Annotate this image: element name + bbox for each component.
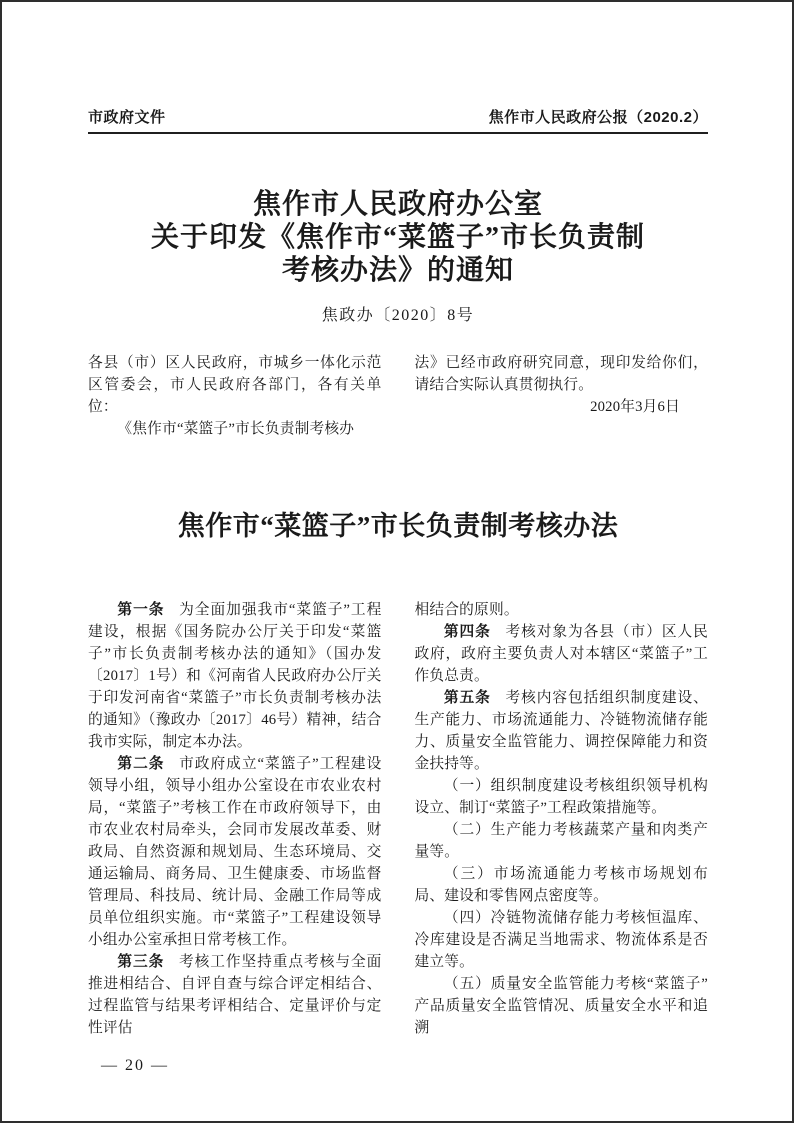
intro-left-column: [88, 352, 382, 440]
clause-number: 第二条: [117, 756, 165, 772]
notice-intro: [88, 352, 708, 440]
masthead: [88, 106, 708, 127]
clause-paragraph: [415, 621, 709, 687]
clause-text: 市政府成立“菜篮子”工程建设领导小组，领导小组办公室设在市农业农村局，“菜篮子”考核工作在市政府领导下，由市农业农村局牵头，会同市发展改革委、财政局、自然资源和规划局、生态环境局、交通运输局、商务局、卫生健康委、市场监督管理局、科技局、统计局、金融工作局等成员单位组织实施。市“菜篮子”工程建设领导小组办公室承担日常考核工作。: [88, 756, 382, 948]
item-text: （二）生产能力考核蔬菜产量和肉类产量等。: [414, 822, 708, 860]
clause-text: 为全面加强我市“菜篮子”工程建设，根据《国务院办公厅关于印发“菜篮子”市长负责制考核办法的通知》（国办发〔2017〕1号）和《河南省人民政府办公厅关于印发河南省“菜篮子”市长负责制考核办法的通知》（豫政办〔2017〕46号）精神，结合我市实际，制定本办法。: [88, 602, 382, 750]
masthead-rule: [88, 132, 708, 134]
clause-text: 相结合的原则。: [414, 602, 519, 618]
notice-title-line: 考核办法》的通知: [281, 255, 514, 286]
clause-paragraph: [88, 753, 382, 951]
measures-title: 焦作市“菜篮子”市长负责制考核办法: [177, 511, 619, 541]
body-right-column: [415, 599, 709, 1039]
continuation-paragraph: [415, 599, 709, 621]
notice-title: [88, 188, 708, 287]
item-paragraph: [415, 819, 709, 863]
clause-paragraph: [88, 951, 382, 1039]
intro-paragraph: 《焦作市“菜篮子”市长负责制考核办: [117, 421, 355, 437]
masthead-gazette-label: 焦作市人民政府公报（2020.2）: [488, 109, 708, 126]
item-paragraph: [415, 973, 709, 1039]
clause-number: 第三条: [117, 954, 165, 970]
item-paragraph: [415, 863, 709, 907]
doc-number: 焦政办〔2020〕8号: [321, 307, 475, 324]
masthead-section-label: 市政府文件: [88, 109, 166, 126]
page-number: — 20 —: [101, 1057, 169, 1074]
item-text: （四）冷链物流储存能力考核恒温库、冷库建设是否满足当地需求、物流体系是否建立等。: [414, 910, 708, 970]
intro-right-column: [415, 352, 709, 440]
notice-title-line: 焦作市人民政府办公室: [252, 189, 543, 220]
issue-date: 2020年3月6日: [590, 399, 680, 415]
measures-body: [88, 599, 708, 1039]
item-text: （一）组织制度建设考核组织领导机构设立、制订“菜篮子”工程政策措施等。: [414, 778, 708, 816]
notice-title-line: 关于印发《焦作市“菜篮子”市长负责制: [150, 222, 645, 253]
item-paragraph: [415, 775, 709, 819]
clause-text: 考核工作坚持重点考核与全面推进相结合、自评自查与综合评定相结合、过程监管与结果考评相结合、定量评价与定性评估: [88, 954, 382, 1036]
clause-text: 考核内容包括组织制度建设、生产能力、市场流通能力、冷链物流储存能力、质量安全监管能力、调控保障能力和资金扶持等。: [414, 690, 708, 772]
clause-text: 考核对象为各县（市）区人民政府，政府主要负责人对本辖区“菜篮子”工作负总责。: [414, 624, 708, 684]
clause-number: 第五条: [443, 690, 491, 706]
intro-paragraph: 各县（市）区人民政府，市城乡一体化示范区管委会，市人民政府各部门，各有关单位：: [88, 355, 382, 415]
clause-number: 第四条: [443, 624, 491, 640]
page-content: [2, 106, 792, 1075]
item-text: （五）质量安全监管能力考核“菜篮子”产品质量安全监管情况、质量安全水平和追溯: [414, 976, 708, 1036]
item-text: （三）市场流通能力考核市场规划布局、建设和零售网点密度等。: [414, 866, 708, 904]
clause-paragraph: [415, 687, 709, 775]
clause-number: 第一条: [117, 602, 165, 618]
item-paragraph: [415, 907, 709, 973]
intro-paragraph: 法》已经市政府研究同意，现印发给你们，请结合实际认真贯彻执行。: [414, 355, 708, 393]
clause-paragraph: [88, 599, 382, 753]
body-left-column: [88, 599, 382, 1039]
